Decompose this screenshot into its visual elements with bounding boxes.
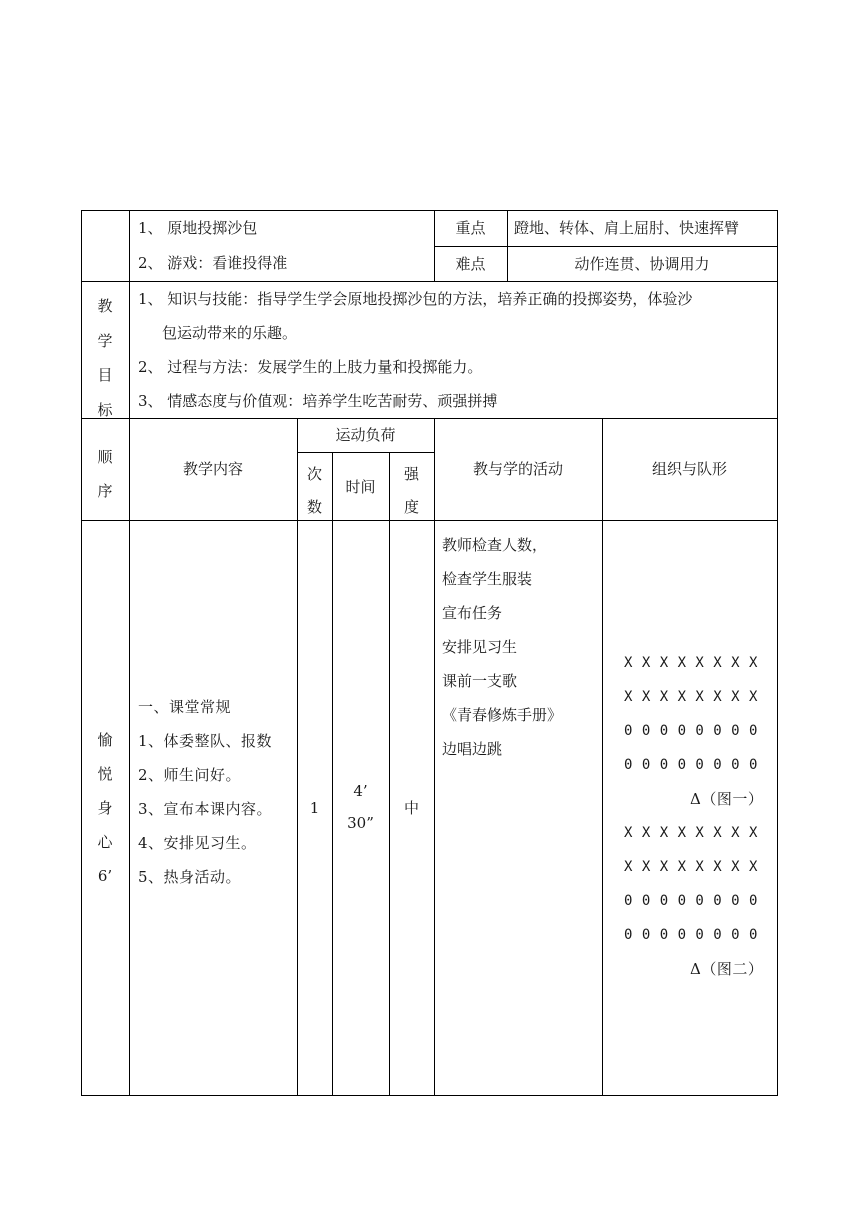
objectives-label: 教 学 目 标 bbox=[97, 297, 113, 419]
header-content: 教学内容 bbox=[182, 460, 243, 478]
activity-line: 检查学生服装 bbox=[442, 570, 533, 588]
activity-line: 边唱边跳 bbox=[442, 740, 503, 758]
count-value: 1 bbox=[309, 799, 320, 817]
formation-diagram bbox=[624, 646, 763, 986]
activities-list bbox=[442, 528, 562, 766]
objective-3: 3、 情感态度与价值观：培养学生吃苦耐劳、顽强拼搏 bbox=[138, 392, 498, 410]
time-value-seconds: 30” bbox=[347, 814, 374, 832]
activity-line: 安排见习生 bbox=[442, 638, 518, 656]
formation-row-o: 0 0 0 0 0 0 0 0 bbox=[624, 927, 758, 943]
header-count: 次 数 bbox=[306, 465, 322, 516]
content-line: 一、课堂常规 bbox=[138, 698, 232, 716]
header-time: 时间 bbox=[345, 478, 376, 496]
formation-row-x: X X X X X X X X bbox=[624, 689, 758, 705]
formation-row-o: 0 0 0 0 0 0 0 0 bbox=[624, 757, 758, 773]
formation-row-x: X X X X X X X X bbox=[624, 859, 758, 875]
header-order: 顺 序 bbox=[97, 448, 113, 500]
content-line: 4、安排见习生。 bbox=[138, 834, 257, 852]
objective-2: 2、 过程与方法：发展学生的上肢力量和投掷能力。 bbox=[138, 358, 483, 376]
header-activities: 教与学的活动 bbox=[472, 460, 563, 478]
intensity-value: 中 bbox=[403, 799, 419, 817]
formation-row-o: 0 0 0 0 0 0 0 0 bbox=[624, 893, 758, 909]
key-value: 蹬地、转体、肩上屈肘、快速挥臂 bbox=[514, 219, 740, 237]
activity-line: 《青春修炼手册》 bbox=[442, 706, 563, 724]
header-load: 运动负荷 bbox=[335, 426, 396, 444]
stage-label: 愉 悦 身 心 6’ bbox=[97, 731, 113, 885]
content-line: 3、宣布本课内容。 bbox=[138, 800, 273, 818]
difficulty-value: 动作连贯、协调用力 bbox=[574, 255, 710, 273]
activity-line: 教师检查人数， bbox=[442, 536, 548, 554]
content-line: 5、热身活动。 bbox=[138, 868, 242, 886]
formation-caption-1: Δ（图一） bbox=[690, 790, 764, 808]
content-item-1: 1、 原地投掷沙包 bbox=[138, 219, 258, 237]
time-value-minutes: 4’ bbox=[353, 782, 368, 800]
formation-row-o: 0 0 0 0 0 0 0 0 bbox=[624, 723, 758, 739]
content-line: 1、体委整队、报数 bbox=[138, 732, 273, 750]
header-intensity: 强 度 bbox=[403, 465, 419, 516]
formation-caption-2: Δ（图二） bbox=[690, 960, 764, 978]
objective-1-line-1: 1、 知识与技能：指导学生学会原地投掷沙包的方法，培养正确的投掷姿势，体验沙 bbox=[138, 290, 693, 308]
activity-line: 课前一支歌 bbox=[442, 672, 518, 690]
activity-line: 宣布任务 bbox=[442, 604, 503, 622]
key-label: 重点 bbox=[455, 219, 486, 237]
content-item-2: 2、 游戏：看谁投得准 bbox=[138, 254, 288, 272]
objective-1-line-2: 包运动带来的乐趣。 bbox=[162, 324, 298, 342]
formation-row-x: X X X X X X X X bbox=[624, 825, 758, 841]
header-organization: 组织与队形 bbox=[651, 460, 727, 478]
formation-row-x: X X X X X X X X bbox=[624, 655, 758, 671]
difficulty-label: 难点 bbox=[455, 255, 486, 273]
content-line: 2、师生问好。 bbox=[138, 766, 242, 784]
content-list bbox=[138, 690, 272, 894]
